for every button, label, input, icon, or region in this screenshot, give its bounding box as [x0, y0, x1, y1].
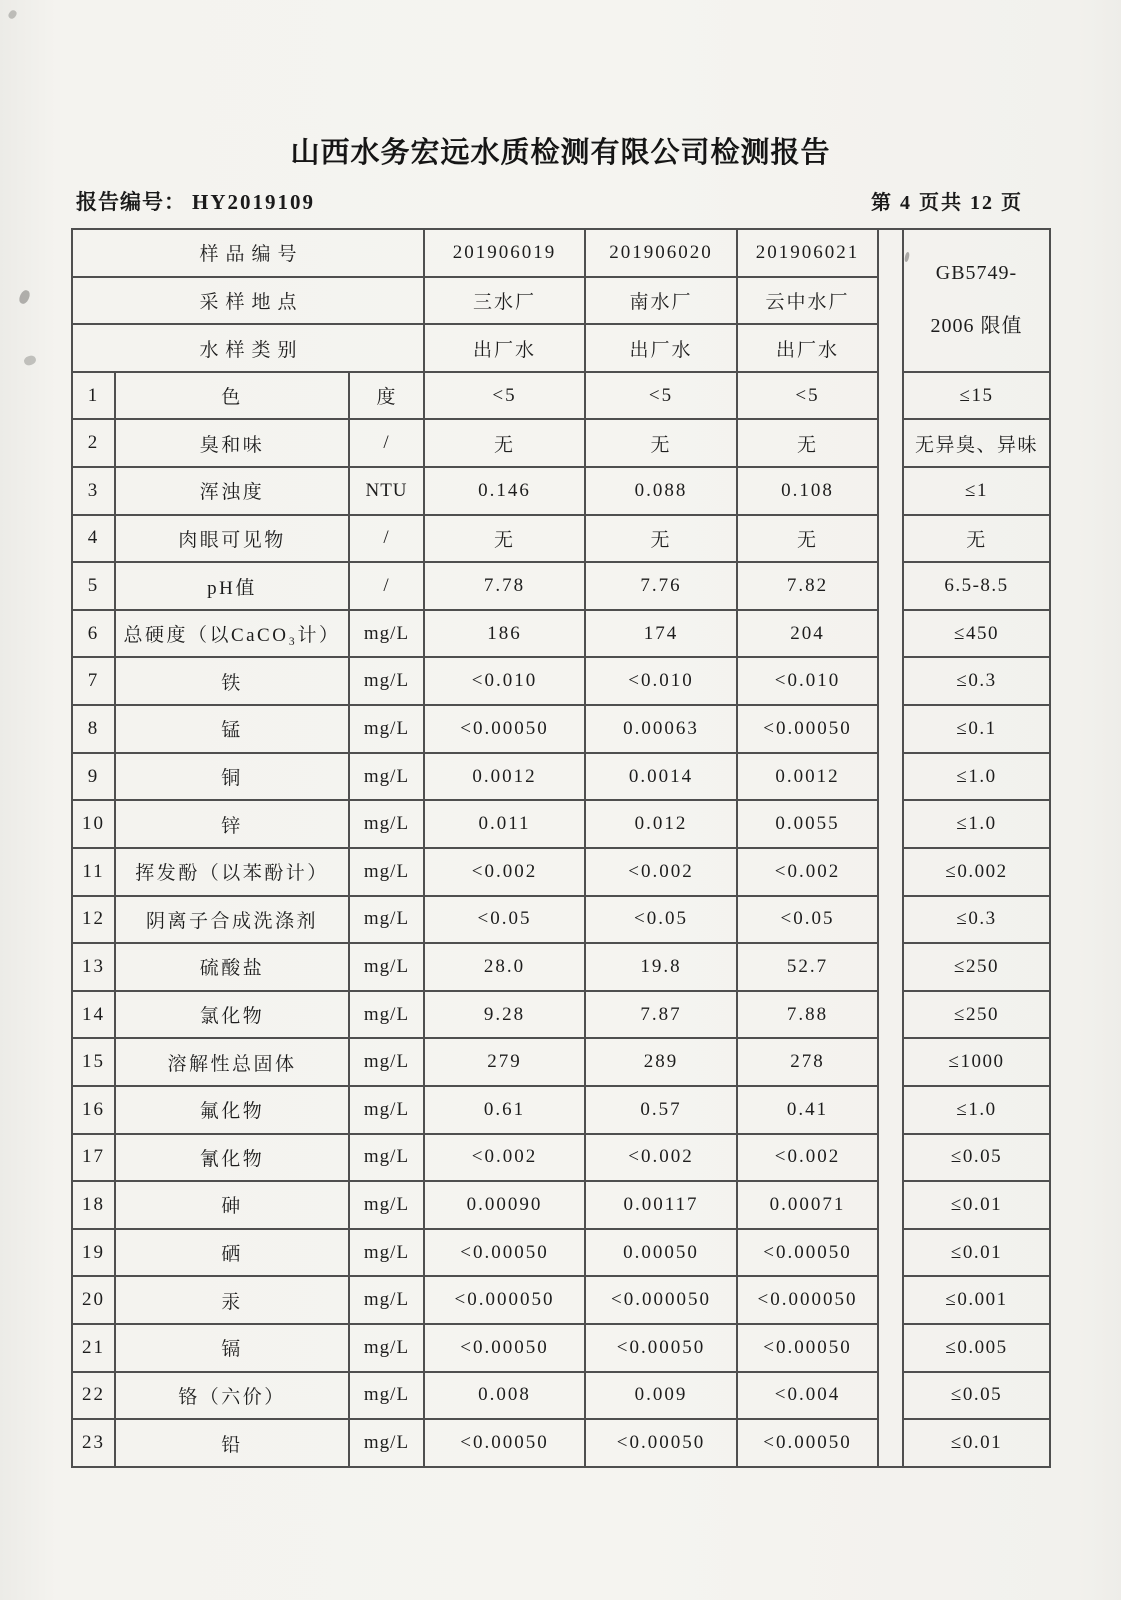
sample1-value: <0.00050 [424, 1419, 585, 1467]
unit-value: mg/L [349, 991, 424, 1039]
row-number: 11 [72, 848, 115, 896]
row-number: 18 [72, 1181, 115, 1229]
sample3-value: <0.010 [737, 657, 878, 705]
limit-value: 无异臭、异味 [903, 419, 1050, 467]
table-row [72, 896, 1050, 944]
sample3-value: <0.00050 [737, 705, 878, 753]
sample2-value: <0.05 [585, 896, 737, 944]
location-1: 三水厂 [424, 277, 585, 325]
scan-speck [18, 289, 32, 305]
parameter-name: 硫酸盐 [115, 943, 349, 991]
sample3-value: 0.00071 [737, 1181, 878, 1229]
limit-value: ≤1000 [903, 1038, 1050, 1086]
unit-value: mg/L [349, 1134, 424, 1182]
limit-value: ≤0.005 [903, 1324, 1050, 1372]
limit-value: ≤0.01 [903, 1419, 1050, 1467]
sample1-value: 0.61 [424, 1086, 585, 1134]
location-label: 采样地点 [72, 277, 424, 325]
sample-id-2: 201906020 [585, 229, 737, 277]
report-number-value: HY2019109 [192, 190, 315, 214]
row-number: 17 [72, 1134, 115, 1182]
unit-value: mg/L [349, 705, 424, 753]
parameter-name: 肉眼可见物 [115, 515, 349, 563]
unit-value: mg/L [349, 1419, 424, 1467]
sample-type-3: 出厂水 [737, 324, 878, 372]
sample3-value: 204 [737, 610, 878, 658]
unit-value: mg/L [349, 610, 424, 658]
sample3-value: 0.108 [737, 467, 878, 515]
table-row [72, 562, 1050, 610]
sample2-value: 无 [585, 515, 737, 563]
sample3-value: <5 [737, 372, 878, 420]
table-row [72, 1086, 1050, 1134]
table-row [72, 610, 1050, 658]
parameter-name: 浑浊度 [115, 467, 349, 515]
limit-value: ≤0.05 [903, 1134, 1050, 1182]
limit-value: ≤250 [903, 991, 1050, 1039]
sample2-value: 0.088 [585, 467, 737, 515]
sample1-value: 0.0012 [424, 753, 585, 801]
limit-value: ≤0.3 [903, 896, 1050, 944]
limit-standard-line2: 2006 限值 [930, 315, 1023, 338]
unit-value: mg/L [349, 657, 424, 705]
limit-value: ≤0.05 [903, 1372, 1050, 1420]
location-3: 云中水厂 [737, 277, 878, 325]
unit-value: mg/L [349, 1086, 424, 1134]
sample-id-label: 样品编号 [72, 229, 424, 277]
sample1-value: 279 [424, 1038, 585, 1086]
row-number: 19 [72, 1229, 115, 1277]
table-body [72, 229, 1050, 1467]
sample2-value: 0.00063 [585, 705, 737, 753]
sample2-value: <0.000050 [585, 1276, 737, 1324]
unit-value: NTU [349, 467, 424, 515]
row-number: 9 [72, 753, 115, 801]
sample1-value: 无 [424, 515, 585, 563]
row-number: 21 [72, 1324, 115, 1372]
unit-value: / [349, 562, 424, 610]
limit-value: ≤1.0 [903, 1086, 1050, 1134]
table-row [72, 800, 1050, 848]
sample-type-2: 出厂水 [585, 324, 737, 372]
table-row [72, 1419, 1050, 1467]
sample3-value: <0.002 [737, 1134, 878, 1182]
limit-value: ≤15 [903, 372, 1050, 420]
limit-value: ≤1 [903, 467, 1050, 515]
table-row [72, 1324, 1050, 1372]
sample2-value: 0.00117 [585, 1181, 737, 1229]
sample1-value: 0.011 [424, 800, 585, 848]
parameter-name: 阴离子合成洗涤剂 [115, 896, 349, 944]
parameter-name: 锰 [115, 705, 349, 753]
limit-value: ≤0.002 [903, 848, 1050, 896]
row-number: 12 [72, 896, 115, 944]
row-number: 15 [72, 1038, 115, 1086]
scan-speck [23, 354, 37, 366]
report-meta [76, 186, 1023, 216]
sample1-value: 0.008 [424, 1372, 585, 1420]
unit-value: mg/L [349, 848, 424, 896]
row-number: 16 [72, 1086, 115, 1134]
sample2-value: 19.8 [585, 943, 737, 991]
sample1-value: 0.00090 [424, 1181, 585, 1229]
limit-value: 无 [903, 515, 1050, 563]
table-row [72, 705, 1050, 753]
sample3-value: <0.00050 [737, 1324, 878, 1372]
table-row [72, 657, 1050, 705]
limit-value: ≤0.01 [903, 1229, 1050, 1277]
page-indicator: 第 4 页共 12 页 [871, 192, 1023, 214]
parameter-name: 锌 [115, 800, 349, 848]
limit-standard-line1: GB5749- [935, 262, 1018, 285]
sample1-value: 28.0 [424, 943, 585, 991]
sample3-value: 7.88 [737, 991, 878, 1039]
unit-value: / [349, 419, 424, 467]
table-row [72, 1038, 1050, 1086]
sample1-value: 无 [424, 419, 585, 467]
limit-value: ≤0.1 [903, 705, 1050, 753]
table-row [72, 943, 1050, 991]
sample2-value: 289 [585, 1038, 737, 1086]
sample1-value: <0.00050 [424, 705, 585, 753]
results-table [71, 228, 1051, 1468]
table-row [72, 1276, 1050, 1324]
parameter-name: 氯化物 [115, 991, 349, 1039]
sample3-value: 278 [737, 1038, 878, 1086]
unit-value: mg/L [349, 753, 424, 801]
sample2-value: <0.002 [585, 1134, 737, 1182]
sample3-value: 无 [737, 419, 878, 467]
parameter-name: 镉 [115, 1324, 349, 1372]
row-number: 4 [72, 515, 115, 563]
row-number: 13 [72, 943, 115, 991]
sample3-value: 0.0055 [737, 800, 878, 848]
limit-value: ≤250 [903, 943, 1050, 991]
sample1-value: <0.010 [424, 657, 585, 705]
sample-type-1: 出厂水 [424, 324, 585, 372]
table-row [72, 1229, 1050, 1277]
sample3-value: 52.7 [737, 943, 878, 991]
unit-value: mg/L [349, 1038, 424, 1086]
sample1-value: 7.78 [424, 562, 585, 610]
row-number: 7 [72, 657, 115, 705]
sample3-value: <0.00050 [737, 1229, 878, 1277]
parameter-name: 总硬度（以CaCO₃计） [115, 610, 349, 658]
spacer-column [878, 229, 903, 1467]
table-row [72, 753, 1050, 801]
sample1-value: <0.00050 [424, 1324, 585, 1372]
sample3-value: 0.0012 [737, 753, 878, 801]
sample3-value: <0.000050 [737, 1276, 878, 1324]
table-row [72, 467, 1050, 515]
parameter-name: 铅 [115, 1419, 349, 1467]
parameter-name: 氰化物 [115, 1134, 349, 1182]
row-number: 1 [72, 372, 115, 420]
limit-standard-header [903, 229, 1050, 372]
sample2-value: <0.010 [585, 657, 737, 705]
report-number-label: 报告编号： [76, 190, 186, 214]
sample1-value: <0.000050 [424, 1276, 585, 1324]
limit-value: 6.5-8.5 [903, 562, 1050, 610]
sample3-value: 7.82 [737, 562, 878, 610]
parameter-name: 铬（六价） [115, 1372, 349, 1420]
sample2-value: 0.0014 [585, 753, 737, 801]
sample-id-3: 201906021 [737, 229, 878, 277]
sample3-value: 无 [737, 515, 878, 563]
parameter-name: pH值 [115, 562, 349, 610]
sample3-value: 0.41 [737, 1086, 878, 1134]
sample3-value: <0.004 [737, 1372, 878, 1420]
table-row [72, 515, 1050, 563]
limit-value: ≤1.0 [903, 800, 1050, 848]
row-number: 6 [72, 610, 115, 658]
unit-value: mg/L [349, 800, 424, 848]
row-number: 14 [72, 991, 115, 1039]
parameter-name: 铁 [115, 657, 349, 705]
sample2-value: <0.00050 [585, 1419, 737, 1467]
report-number [76, 186, 315, 216]
table-row [72, 419, 1050, 467]
unit-value: mg/L [349, 1229, 424, 1277]
header-row-sample-id [72, 229, 1050, 277]
table-row [72, 991, 1050, 1039]
row-number: 23 [72, 1419, 115, 1467]
limit-value: ≤0.3 [903, 657, 1050, 705]
unit-value: 度 [349, 372, 424, 420]
row-number: 20 [72, 1276, 115, 1324]
row-number: 2 [72, 419, 115, 467]
unit-value: mg/L [349, 1372, 424, 1420]
row-number: 10 [72, 800, 115, 848]
parameter-name: 汞 [115, 1276, 349, 1324]
sample-type-label: 水样类别 [72, 324, 424, 372]
sample3-value: <0.00050 [737, 1419, 878, 1467]
sample2-value: <0.00050 [585, 1324, 737, 1372]
limit-value: ≤0.001 [903, 1276, 1050, 1324]
table-row [72, 1181, 1050, 1229]
sample3-value: <0.05 [737, 896, 878, 944]
sample2-value: 0.57 [585, 1086, 737, 1134]
sample1-value: <5 [424, 372, 585, 420]
parameter-name: 铜 [115, 753, 349, 801]
unit-value: mg/L [349, 1276, 424, 1324]
row-number: 5 [72, 562, 115, 610]
sample1-value: 9.28 [424, 991, 585, 1039]
sample1-value: <0.00050 [424, 1229, 585, 1277]
report-title: 山西水务宏远水质检测有限公司检测报告 [290, 137, 831, 169]
table-row [72, 1134, 1050, 1182]
location-2: 南水厂 [585, 277, 737, 325]
scan-speck [7, 9, 18, 20]
table-row [72, 1372, 1050, 1420]
unit-value: mg/L [349, 896, 424, 944]
unit-value: / [349, 515, 424, 563]
parameter-name: 臭和味 [115, 419, 349, 467]
table-row [72, 848, 1050, 896]
sample1-value: <0.002 [424, 1134, 585, 1182]
parameter-name: 硒 [115, 1229, 349, 1277]
sample1-value: 186 [424, 610, 585, 658]
table-row [72, 372, 1050, 420]
parameter-name: 溶解性总固体 [115, 1038, 349, 1086]
sample-id-1: 201906019 [424, 229, 585, 277]
sample1-value: <0.002 [424, 848, 585, 896]
row-number: 22 [72, 1372, 115, 1420]
parameter-name: 氟化物 [115, 1086, 349, 1134]
sample2-value: 0.012 [585, 800, 737, 848]
sample2-value: 0.00050 [585, 1229, 737, 1277]
unit-value: mg/L [349, 1324, 424, 1372]
sample2-value: 7.76 [585, 562, 737, 610]
parameter-name: 砷 [115, 1181, 349, 1229]
parameter-name: 挥发酚（以苯酚计） [115, 848, 349, 896]
sample2-value: 0.009 [585, 1372, 737, 1420]
sample1-value: <0.05 [424, 896, 585, 944]
sample2-value: <5 [585, 372, 737, 420]
sample3-value: <0.002 [737, 848, 878, 896]
sample2-value: <0.002 [585, 848, 737, 896]
unit-value: mg/L [349, 943, 424, 991]
parameter-name: 色 [115, 372, 349, 420]
sample2-value: 7.87 [585, 991, 737, 1039]
sample1-value: 0.146 [424, 467, 585, 515]
unit-value: mg/L [349, 1181, 424, 1229]
row-number: 3 [72, 467, 115, 515]
limit-value: ≤0.01 [903, 1181, 1050, 1229]
limit-value: ≤1.0 [903, 753, 1050, 801]
sample2-value: 174 [585, 610, 737, 658]
row-number: 8 [72, 705, 115, 753]
limit-value: ≤450 [903, 610, 1050, 658]
sample2-value: 无 [585, 419, 737, 467]
